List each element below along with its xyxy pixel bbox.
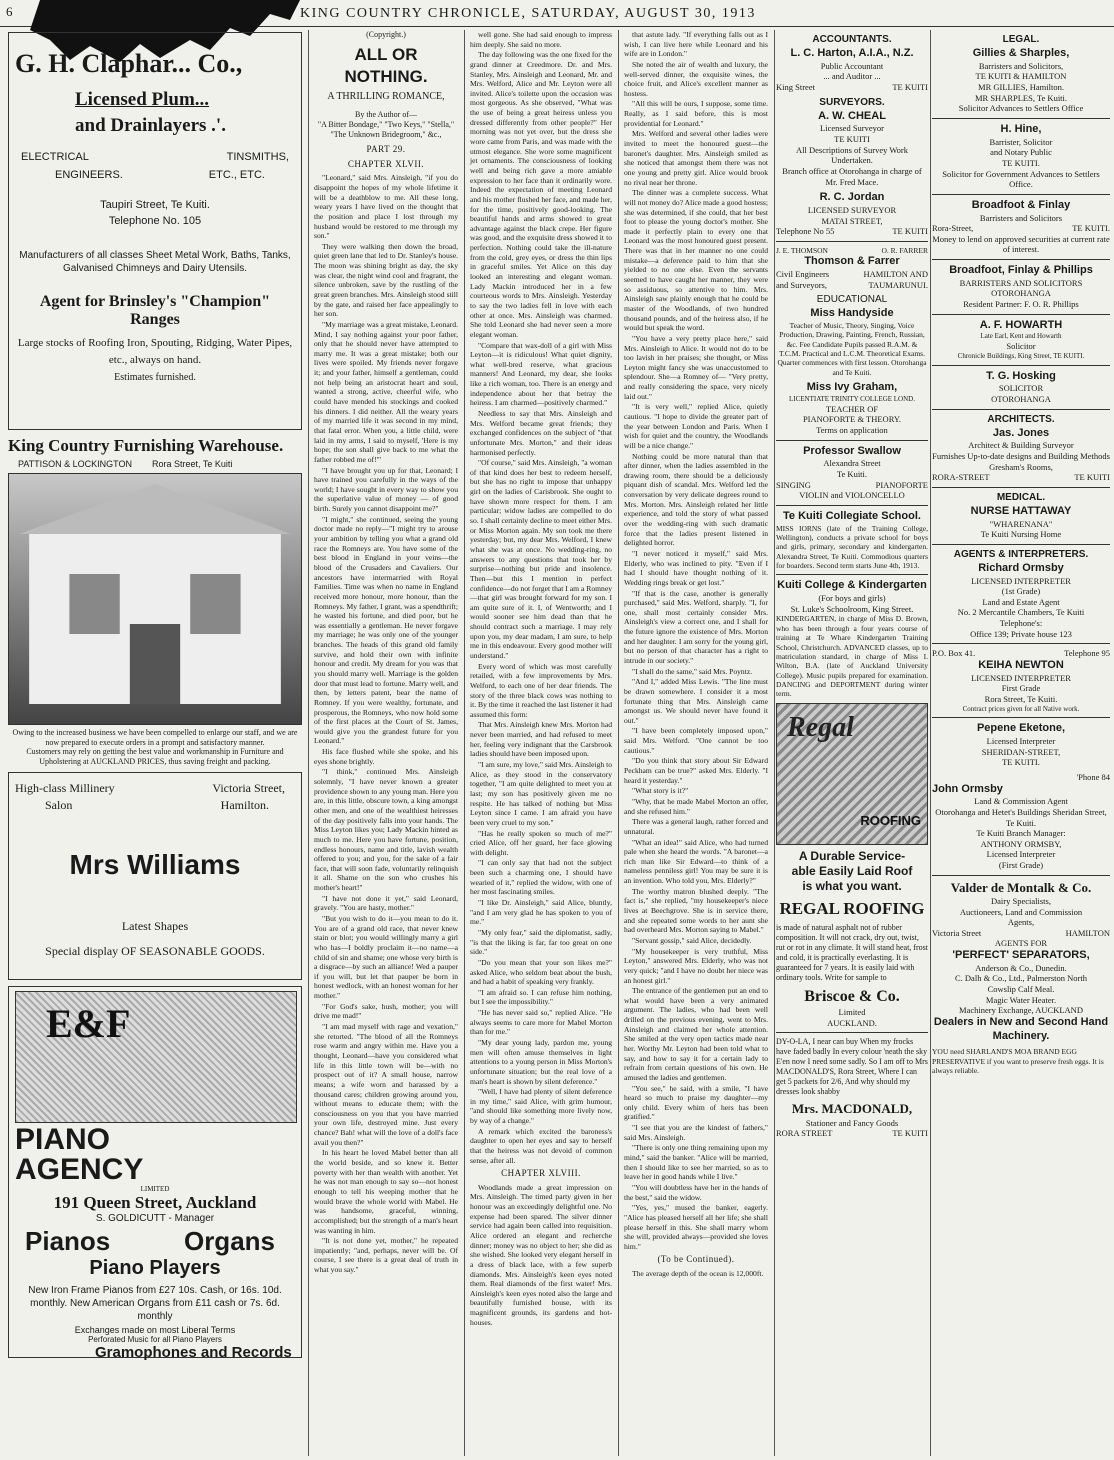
directory-column-1 [776,30,928,1456]
valder-town: HAMILTON [1065,927,1110,938]
story-paragraph: His face flushed while she spoke, and his eyes shone brightly. [314,747,458,766]
newspaper-title: KING COUNTRY CHRONICLE, SATURDAY, AUGUST 30, 1913 [300,6,756,21]
story-paragraph: "He has never said so," replied Alice. "He always seems to care more for Mabel Morton than for me." [470,1008,612,1037]
piano-agency2: AGENCY [15,1153,144,1187]
harton-line: ... and Auditor ... [823,71,881,82]
story-paragraph: "All this will be ours, I suppose, some time. Really, as I said before, this is most providential for Leonard." [624,99,768,128]
hosking-line: SOLICITOR [998,383,1044,394]
valder-line: Anderson & Co., Dunedin. [975,962,1067,973]
ormsby-line: (1st Grade) [1001,586,1041,597]
swallow-line: Alexandra Street [823,458,881,469]
story-title: ALL OR NOTHING. [344,45,428,86]
advert-column [4,30,306,1456]
kuiti-college-title: Kuiti College & Kindergarten [777,579,927,592]
valder-line: AGENTS FOR [994,938,1048,949]
column-rule [774,30,775,1456]
column-rule [464,30,465,1456]
newton-line: Rora Street, Te Kuiti. [984,693,1058,704]
cheal-line: Licensed Surveyor [820,123,884,134]
piano-illustration [15,991,297,1123]
bfp-name: Broadfoot, Finlay & Phillips [949,264,1093,276]
harton-line: Public Accountant [820,60,884,71]
story-paragraph: She noted the air of wealth and luxury, the well-served dinner, the exquisite wines, the choice fruit, and Alice's excellent manner as hostess. [624,59,768,98]
story-paragraph: Nothing could be more natural than that after dinner, when the ladies assembled in the drawing room, there should be a deliciously piquant dish of scandal. Mrs. Welford led the conversation by very delicate degrees round to Mrs. Morton. Mrs. Ainsleigh related her little experience, and told the story of what passed over the wedding-ring with such dramatic force that the ladies present listened in delighted horror. [624,451,768,548]
column-rule [930,30,931,1456]
story-paragraph: Mrs. Welford and several other ladies were invited to meet the honoured guest—the baronet's daughter. Mrs. Ainsleigh smiled as she noticed that amongst them there was not one young and pretty girl. Alice would brook no rival near her throne. [624,129,768,187]
story-paragraph: "I have brought you up for that, Leonard; I have trained you carefully in the ways of the world; I have sought in every way to show you the superlative value of money — of good birth. Surely you cannot disappoint me?" [314,465,458,514]
cheal-name: A. W. CHEAL [818,109,886,122]
story-paragraph: "My marriage was a great mistake, Leonard. Mind, I say nothing against your poor father, only that he should never have attempted to marry me. It was a great mistake; both our lives were spoiled. My friends never forgave it; and your father, himself a gentleman, could not help being an aristocrat heart and soul, wanted a strong, active, cheerful wife, who could have mended his stockings and cooked his dinners. I did neither. All the weary years of my married life it was second in my mind, that fatal error. When you, a little child, were laid in my arms, I said to myself, 'Here is my hope; the son shall give back to me what the father robbed me of!'" [314,319,458,464]
story-paragraph: "I never noticed it myself," said Mrs. Elderly, who was inclined to pity. "Even if I had I should have thought nothing of it. Wedding rings break or get lost." [624,548,768,587]
thomson-line: Civil Engineers [776,268,830,279]
millinery-right2: Hamilton. [220,798,269,813]
jones-line: Furnishes Up-to-date designs and Building Methods [932,450,1110,461]
piano-music: Perforated Music for all Piano Players [88,1335,222,1345]
ormsby-line: Telephone's: [999,618,1043,628]
hine-line: and Notary Public [990,147,1052,158]
directory-column-2 [932,30,1110,1456]
graham-line: TEACHER OF [825,403,879,414]
story-chapter-2: CHAPTER XLVIII. [501,1168,581,1179]
furnishing-owners: PATTISON & LOCKINGTON [18,459,133,469]
piano-advert [8,986,302,1362]
thomson-line: TAUMARUNUI. [868,279,928,290]
furnishing-notice: Owing to the increased business we have been compelled to enlarge our staff, and we are now prepared to execute orders in a prompt and satisfactory manner. [12,728,298,747]
piano-limited: LIMITED [140,1185,170,1194]
valder-line: Dairy Specialists, [991,895,1051,906]
story-paragraph: There was a general laugh, rather forced and unnatural. [624,817,768,836]
jordan-line: MATAI STREET, [821,215,883,226]
regal-text: is made of natural asphalt not of rubber composition. It will not crack, dry out, twist, rut or rot in any climate. It will stand heat, frost and cold, it is practically everlasting. It is guaranteed for 7 years. It is easily laid with ordinary tools. Write for sample to [776,923,928,982]
hine-line: TE KUITI. [1002,157,1040,168]
ormsby-line: LICENSED INTERPRETER [971,575,1071,586]
valder-name: Valder de Montalk & Co. [950,879,1092,895]
clapham-address: Taupiri Street, Te Kuiti. [100,199,210,211]
ormsby-line: Office 139; Private house 123 [970,628,1072,639]
bfp-line: Resident Partner: F. O. R. Phillips [963,299,1079,309]
regal-line: A Durable Service- [798,848,906,863]
swallow-line: Te Kuiti. [836,468,868,479]
jormsby-line: Otorohanga and Hetet's Buildings Sheridan Street, Te Kuiti. [935,806,1107,828]
story-paragraph: They were walking then down the broad, quiet green lane that led to Dr. Stanley's house. The moon was shining bright as day, the sky was clear, the night wind cool and fragrant, the silence unbroken, save by the rustling of the great green branches. Mrs. Ainsleigh stood still by the gate, and raised her face appealingly to her son. [314,241,458,319]
regal-big: REGAL ROOFING [779,898,925,918]
story-paragraph: "Do you think that story about Sir Edward Peckham can be true?" asked Mrs. Elderly. "I heard it yesterday." [624,756,768,785]
eketone-line: SHERIDAN-STREET, [981,746,1061,757]
agents-heading: AGENTS & INTERPRETERS. [953,548,1089,560]
story-paragraph: "Leonard," said Mrs. Ainsleigh, "if you do disappoint the hopes of my whole lifetime it will be a deathblow to me. All these long, weary years I have lived on the thought that the position and place I lost through my husband would be restored to me through my son." [314,173,458,241]
story-depth-note: The average depth of the ocean is 12,000ft. [632,1268,764,1278]
piano-agency1: PIANO [15,1123,111,1157]
macdonald-name: Mrs. MACDONALD, [791,1101,913,1117]
kuiti-college-line: (For boys and girls) [818,593,886,604]
briscoe-line: Limited [838,1007,866,1017]
briscoe-name: Briscoe & Co. [804,988,900,1005]
howarth-line: Late Earl, Kent and Howarth [980,332,1062,341]
story-paragraph: "You see," he said, with a smile, "I have heard so much to praise my daughter—my only child. Every whim of hers has been gratified." [624,1083,768,1122]
accountants-heading: ACCOUNTANTS. [812,34,892,45]
story-paragraph: "Has he really spoken so much of me?" cried Alice, off her guard, her face glowing with delight. [470,828,612,857]
jones-town: TE KUITI [1074,472,1110,483]
valder-line: Agents, [1007,917,1035,928]
millinery-display: Special display OF SEASONABLE GOODS. [45,944,265,959]
story-subtitle: A THRILLING ROMANCE, [327,91,445,103]
jordan-town: TE KUITI [892,226,928,237]
collegiate-title: Te Kuiti Collegiate School. [783,509,921,522]
thomson-line: HAMILTON AND [863,268,928,279]
regal-logo: Regal [787,711,854,743]
story-paragraph: In his heart he loved Mabel better than all the world beside, and so knew it. Better poverty with her than wealth with another. Yet he was not man enough to say so—not honest enough to tell his weeping mother that he would brave the whole world with Mabel. He was handsome, graceful, winning, accomplished; but the strength of a man's heart was wanting in him. [314,1148,458,1235]
kuiti-college-line: St. Luke's Schoolroom, King Street. [790,603,914,614]
piano-address: 191 Queen Street, Auckland [53,1193,257,1213]
cheal-line: TE KUITI [834,134,870,144]
valder-line: Dealers in New and Second Hand Machinery. [933,1015,1109,1042]
newton-phone: Telephone 95 [1064,648,1110,659]
story-paragraph: "I am mad myself with rage and vexation," she retorted. "The blood of all the Romneys rose warm and angry within me. Have you a thought, Leonard—have you considered what life in this little town will be—with no prospect out of it? A small house, narrow means; a wife worn and harassed by a thousand cares; children growing around you, without means to educate them; with the consciousness on you that you have married your own life, destroyed mine. Just every chance? Bah! what will the love of a doll's face avail you then?" [314,1022,458,1147]
hattaway-line: "WHARENANA" [989,518,1053,529]
jordan-line: LICENSED SURVEYOR [807,204,897,215]
story-paragraph: "But you wish to do it—you mean to do it. You are of a grand old race, that never knew stain or blot; you would willingly marry a girl who has—I boldly proclaim it—no name—a child of sin and shame; one whose very birth is a disgrace—by such an alliance! Wed a pauper if you will, but let that pauper be born in honest wedlock, with an honest woman for her mother." [314,914,458,1001]
millinery-left2: Salon [45,798,73,813]
story-paragraph: "Do you mean that your son likes me?" asked Alice, who seldom beat about the bush, and had a habit of speaking very frankly. [470,957,612,987]
story-paragraph: Every word of which was most carefully retailed, with a few improvements by Mrs. Welford, to each one of her dear friends. The story of the three black cows was nothing to it. By the time it reached the last listener it had assumed this form: [470,661,612,719]
medical-heading: MEDICAL. [996,491,1046,503]
column-rule [618,30,619,1456]
piano-gramophones: Gramophones and Records [95,1344,292,1362]
story-paragraph: "And I," added Miss Lewis. "The line must be drawn somewhere. I consider it a most fortunate thing that Mrs. Ainsleigh came amongst us. We should never have found it out." [624,677,768,725]
hosking-line: OTOROHANGA [991,393,1051,404]
regal-line: able Easily Laid Roof [791,863,913,878]
thomson-name: Thomson & Farrer [804,255,900,268]
newton-box: P.O. Box 41. [932,648,976,659]
jormsby-line: ANTHONY ORMSBY, [980,838,1062,849]
story-paragraph: "My housekeeper is very truthful, Miss Leyton," answered Mrs. Elderly, who was not very quick; "and I have no doubt her niece was an honest girl." [624,946,768,985]
story-paragraph: Needless to say that Mrs. Ainsleigh and Mrs. Welford became great friends; they exchanged confidences on the subject of "that unfortunate Mrs. Morton," and their ideas harmonised perfectly. [470,408,612,457]
newton-line: LICENSED INTERPRETER [971,672,1071,683]
story-paragraph: "My dear young lady, pardon me, young men will often amuse themselves in light attentions to a young person in Miss Morton's unfortunate situation; but the real love of a man's heart is shown by silent deference." [470,1037,612,1086]
piano-organs: Organs [183,1226,275,1257]
piano-pianos: Pianos [25,1226,111,1257]
jormsby-phone: 'Phone 84 [1076,771,1110,782]
valder-line: C. Dalh & Co., Ltd., Palmerston North [955,973,1087,984]
howarth-name: A. F. HOWARTH [979,318,1063,331]
broadfoot-name: Broadfoot & Finlay [971,198,1071,211]
gillies-name: Gillies & Sharples, [972,47,1070,59]
kuiti-college-text: KINDERGARTEN, in charge of Miss D. Brown, who has been through a four years course of training at Te Whare Kindergarten Training School, Christchurch. ADVANCED classes, up to matriculation standard, in charge of Miss I. Wilton, B.A. (late of Auckland University College). Music pupils prepared for examination. DANCING and DEPORTMENT during winter term. [776,614,928,699]
story-continued: (To be Continued). [657,1254,735,1265]
millinery-name: Mrs Williams [69,849,241,881]
graham-line: Terms on application [816,424,888,435]
harton-street: King Street [776,82,815,92]
piano-exchanges: Exchanges made on most Liberal Terms [74,1325,236,1336]
story-paragraph: "Servant gossip," said Alice, decidedly. [632,935,752,945]
story-paragraph: "I think," continued Mrs. Ainsleigh solemnly, "I have never known a greater providence shown to any young man. Here you are, in this little, obscure town, a king amongst other men, and one of the wealthiest heiresses of the day positively falls into your hands. The Miss Leyton likes you; Lady Mackin hinted as much to me. Here you have fortune, position, endless honours, name and title, lavish wealth offered to you; and you, for the sake of a fair face, that will soon fade, voluntarily relinquish it all. Shame on the son who crushes his mother's heart!" [314,767,458,893]
collegiate-text: MISS IORNS (late of the Training College, Wellington), conducts a private school for boys and girls, primary, secondary and kindergarten. Alexandra Street, Te Kuiti. Commodious quarters for boarders. Second term starts June 4th, 1913. [776,523,928,570]
furnishing-advert [8,436,302,766]
clapham-agent: Agent for Brinsley's "Champion" Ranges [39,293,271,328]
story-paragraph: "I see that you are the kindest of fathers," said Mrs. Ainsleigh. [624,1123,768,1142]
hine-line: Barrister, Solicitor [989,136,1053,147]
jones-line: Architect & Building Surveyor [968,440,1074,451]
swallow-name: Professor Swallow [803,444,901,457]
story-paragraph: "Yes, yes," mused the banker, eagerly. "Alice has pleased herself all her life; she shall please herself in this. She shall marry whom she will, provided always—provided she loves him." [624,1203,768,1251]
cheal-line: Branch office at Otorohanga in charge of Mr. Fred Mace. [782,165,922,187]
story-works: "A Bitter Bondage," "Two Keys," "Stella," "The Unknown Bridegroom," &c., [317,120,455,140]
hattaway-name: NURSE HATTAWAY [970,504,1072,517]
howarth-line: Solicitor [1006,341,1036,352]
eketone-line: TE KUITI. [1002,757,1040,768]
handyside-text: Teacher of Music, Theory, Singing, Voice Production, Drawing, Painting, French, Russian, &c. Fee Candidate Pupils passed R.A.M. & T.C.M. Practical and L.C.M. Theoretical Exams. Quarter commences with first lesson. Otorohanga and Te Kuiti. [777,320,927,377]
page-number: 6 [6,4,13,19]
story-paragraph: "Why, that he made Mabel Morton an offer, and she refused him." [624,796,768,816]
story-paragraph: "You have a very pretty place here," said Mrs. Ainsleigh to Alice. It would not do to be too lavish in her praises; she thought, or Miss Leyton might fancy she was unaccustomed to splendour. She—a Romney of— "Very pretty, and really considering the space, very nicely laid out." [624,333,768,401]
macdonald-line: Stationer and Fancy Goods [805,1117,899,1128]
cheal-line: All Descriptions of Survey Work Undertaken. [795,144,908,166]
newton-name: KEIHA NEWTON [978,658,1064,671]
story-paragraph: The dinner was a complete success. What will not money do? Alice made a good hostess; she was determined, if she could, that her best foot to please the young doctor's mother. She made it perfectly plain to every one that Leonard was the most honoured guest present. There was that in her manner no one could mistake—a deference paid to him that she yielded to no one else. Even the servants seemed to have caught her manner, they were so assiduous, so attentive to him. Mrs. Ainsleigh saw plainly enough that he could be master of the Woodlands, of two hundred thousand pounds, and of the heiress also, if he would but speak the word. [624,188,768,333]
macdonald-town: TE KUITI [892,1128,928,1139]
story-paragraph: That Mrs. Ainsleigh knew Mrs. Morton had never been married, and had refused to meet her, feeling very indignant that the Carsbrook ladies should have been imposed upon. [470,720,612,759]
clapham-left1: ELECTRICAL [21,151,89,163]
story-part: PART 29. [366,144,406,155]
broadfoot-line: Money to lend on approved securities at current rate of interest. [932,233,1110,255]
story-paragraph: "It is very well," replied Alice, quietly cautious. "I hope to divide the greater part of the year between London and Paris. When I wish for quiet and the country, the Woodlands will be a nice change." [624,402,768,450]
jordan-name: R. C. Jordan [819,191,885,204]
clapham-line1: Licensed Plum... [75,89,210,110]
newton-line: Contract prices given for all Native work. [962,704,1080,713]
story-copyright: (Copyright.) [366,30,406,39]
bfp-line: OTOROHANGA [991,288,1051,299]
story-paragraph: "For God's sake, hush, mother; you will drive me mad!" [314,1001,458,1021]
story-paragraph: "You will doubtless have her in the hands of the best," said the widow. [624,1182,768,1202]
story-paragraph: A remark which excited the baroness's daughter to open her eyes and say to herself that the heiress was not devoid of common sense, after all. [470,1126,612,1165]
millinery-left1: High-class Millinery [15,781,115,796]
architects-heading: ARCHITECTS. [987,413,1055,425]
valder-line: Auctioneers, Land and Commission [959,906,1083,917]
piano-players: Piano Players [89,1257,221,1280]
valder-line: Cowslip Calf Meal. [987,984,1055,994]
ormsby-line: Land and Estate Agent [982,596,1060,607]
millinery-shapes: Latest Shapes [121,919,189,934]
story-paragraph: Woodlands made a great impression on Mrs. Ainsleigh. The timed party given in her honour was an exceedingly delightful one. No expense had been spared. The silver dinner service had again been called into requisition. Alice ordered an elegant and recherche dinner; money was no object to her; she did as she wished. She looked very elegant herself in a dress of black lace, with a few superb diamonds. Mrs. Ainsleigh's keen eyes noted them. Real diamonds of the first water! Mrs. Ainsleigh's keen eyes noted also the large and beautifully furnished house, with its magnificent grounds, its gardens and hot-houses. [470,1182,612,1327]
regal-line: is what you want. [802,878,902,893]
dyola-text: DY-O-LA, I near can buy When my frocks have faded badly In every colour 'neath the sky E'en now I need some sadly. So I am off to Mrs MACDONALD'S, Rora Street, Where I can get 5 packets for 2/6, And why should my dresses look shabby [776,1037,928,1097]
story-column [310,30,462,1456]
story-paragraph: "I have been completely imposed upon," said Mrs. Welford. "One cannot be too cautious." [624,726,768,755]
story-paragraph: "I am sure, my love," said Mrs. Ainsleigh to Alice, as they stood in the conservatory together, "I am quite delighted to meet you at last; my son has positively given me no respite. He has talked of nothing but Miss Leyton since I came. I am afraid you have been very cruel to my son." [470,760,612,827]
story-paragraph: "I have not done it yet," said Leonard, gravely. "You are hasty, mother." [314,893,458,913]
briscoe-line: AUCKLAND. [827,1017,877,1028]
gillies-line: MR SHARPLES, Te Kuiti. [974,92,1068,103]
jones-name: Jas. Jones [992,426,1050,439]
piano-brand: E&F [46,1001,131,1047]
story-paragraph: "My only fear," said the diplomatist, sadly, "is that the liking is far, far too great on one side." [470,927,612,957]
clapham-estimates: Estimates furnished. [114,372,196,383]
story-paragraph: The entrance of the gentlemen put an end to what would have been a very animated argument. The ladies, who had been well drilled on the previous evening, went to Mrs. Ainsleigh and claimed her whole attention. She smiled at the very open tactics made near her. Worthy Mr. Leyton had been told what to say, and how to say it for a certain lady to refrain from certain questions of his own. He amused the ladies and gentlemen. [624,986,768,1082]
warehouse-photo [8,473,302,725]
clapham-stocks: Large stocks of Roofing Iron, Spouting, Ridging, Water Pipes, etc., always on hand. [17,337,293,366]
swallow-line: VIOLIN and VIOLONCELLO [799,490,905,501]
story-paragraph: The worthy matron blushed deeply. "The fact is," she replied, "my housekeeper's niece lives at Beechgrove. She is in service there, and she repeated some words to her aunt she had overheard Mrs. Morton saying to Mabel." [624,886,768,935]
valder-street: Victoria Street [932,927,982,938]
broadfoot-line: Barristers and Solicitors [979,212,1063,223]
column-rule [308,30,309,1456]
furnishing-notice2: Customers may rely on getting the best value and workmanship in Furniture and Upholstering at AUCKLAND PRICES, thus saving freight and packing. [26,747,284,766]
valder-line: 'PERFECT' SEPARATORS, [952,949,1090,961]
regal-roofing-illustration [776,703,928,845]
jormsby-line: Licensed Interpreter [986,849,1056,860]
story-paragraph: The day following was the one fixed for the grand dinner at Creedmore. Dr. and Mrs. Stanley, Mrs. Ainsleigh and Leonard, Mr. and Mrs. Welford, Alice and Mr. Leyton were all invited. Alice's toilette upon the occasion was most gorgeous. As she observed, "What was the use of being a great heiress unless you dressed differently from other people?" Her morning was not yet over, but the dress she wore came from Paris, and was made with the utmost elegance. She wore some magnificent jet ornaments. The consciousness of looking well and being rich gave a more amiable expression to her face than it ordinarily wore. Indeed the expectation of meeting Leonard and his mother flushed her face, and made her, for the time, positively good-looking. The beautiful hands and arms showed to great advantage against the black crepe. Her figure was good, and the exquisite dress showed it to perfection. Nothing could take the ill-nature from the cold, grey eyes, or dress the thin lips in graceful smiles. Yet Alice on this day looked an interesting and elegant woman. Lady Mackin introduced her in a few courteous words to Mrs. Ainsleigh. Yesterday to say the two ladies fell in love with each other at once. Mrs. Ainsleigh was charmed. She told Leonard she had never seen a more elegant woman. [470,50,612,339]
jormsby-line: Land & Commission Agent [974,796,1068,807]
eketone-line: Licensed Interpreter [986,736,1056,746]
story-byline: By the Author of— [355,110,417,119]
sharland-advert: YOU need SHARLAND'S MOA BRAND EGG PRESERVATIVE if you want to preserve fresh eggs. It is always reliable. [932,1047,1104,1076]
ormsby-line: No. 2 Mercantile Chambers, Te Kuiti [957,607,1085,618]
story-paragraph: "I like Dr. Ainsleigh," said Alice, bluntly, "and I am very glad he has spoken to you of me." [470,898,612,927]
story-paragraph: "Of course," said Mrs. Ainsleigh, "a woman of that kind does her best to redeem herself, but she has no right to impose that unhappy girl on the ladies of Carisbrook. She ought to have shown more respect for them. I am particular; widow ladies are compelled to do so. I shall certainly decline to meet either Mrs. or Miss Morton again. My son took me there yesterday; but, my dear Mrs. Welford, I knew what she was at once. No wedding-ring, no answers to any questions that took her by surprise—nothing but pride and insolence. Then—but this I mention in perfect confidence—do not forget that I am a Romney—that girl was brought forward for my son. I am quite sure of it. I, of Wentworth; and I would sooner see him dead than that he should contract such a marriage. I may rely upon you, my dear madam, I am sure, to help me in this endeavour. Every good mother will understand." [470,458,612,660]
story-paragraph: "I am afraid so. I can refuse him nothing, but I see the impossibility." [470,987,612,1007]
swallow-line: PIANOFORTE [875,479,928,490]
jones-street: RORA-STREET [932,472,990,483]
thomson-line: and Surveyors, [776,279,827,290]
gillies-line: Solicitor Advances to Settlers Office [958,103,1084,114]
graham-line: LICENTIATE TRINITY COLLEGE LOND. [789,394,915,403]
story-column-3 [620,30,772,1456]
story-chapter: CHAPTER XLVII. [347,158,425,169]
story-paragraph: "If that is the case, another is generally purchased," said Mrs. Welford, sharply. "I, for one, shall most certainly consider Mrs. Ainsleigh's view a correct one, and I shall for the future ignore the existence of Mrs. Morton and her daughter. I am sorry for the young girl, but no person of that character has a right to intrude in our society." [624,588,768,665]
thomson-partner: J. E. THOMSON [776,245,828,255]
swallow-line: SINGING [776,479,811,490]
hine-line: Solicitor for Government Advances to Settlers Office. [942,168,1100,190]
clapham-right1: TINSMITHS, [226,151,289,163]
hine-name: H. Hine, [1000,122,1042,135]
story-paragraph: "Compare that wax-doll of a girl with Miss Leyton—it is ridiculous! What quiet dignity, what well-bred reserve, what gracious manners! And Leonard, my dear, she looks like a rich woman, too. There is an energy and independence about her that betray the heiress. I am charmed—positively charmed." [470,340,612,408]
hattaway-line: Te Kuiti Nursing Home [980,529,1062,540]
broadfoot-town: TE KUITI. [1072,223,1110,234]
story-paragraph: "Well, I have had plenty of silent deference in my time," said Alice, with grim humour, "and should like something more lively now, by way of a change." [470,1087,612,1126]
story-paragraph: "What story is it?" [632,786,689,796]
jones-line: Gresham's Rooms, [989,461,1053,472]
valder-line: Machinery Exchange, AUCKLAND [959,1005,1083,1016]
millinery-advert [8,772,302,980]
educational-heading: EDUCATIONAL [816,294,888,306]
piano-terms: New Iron Frame Pianos from £27 10s. Cash, or 16s. 10d. monthly. New American Organs from £11 cash or 7s. 6d. monthly [28,1285,282,1323]
story-paragraph: "I shall do the same," said Mrs. Poyntz. [632,666,753,676]
bfp-line: BARRISTERS AND SOLICITORS [959,277,1083,288]
gillies-line: TE KUITI & HAMILTON [975,71,1067,82]
hosking-name: T. G. Hosking [986,369,1056,382]
story-paragraph: "I might," she continued, seeing the young doctor made no reply—"I might try to arouse your ambition by telling you what a grand old race the Romneys are. You have some of the best blood in England in your veins—the blood of the Crusaders and Cavaliers. Our ancestors have intermarried with Royal Families. Time was when no name in England received more honour, more honour, than the Romneys. My father, I grant, was a spendthrift; he wasted his fortune, and died poor, but he was essentially a gentleman. He never forgave my marriage; he was only one of the younger branches. The heads of this grand old family survive, and hold their own with infinite honour and credit. My dream for you was that you should marry well. Marriage is the golden door that must lead to fortune. Marry well, and then, by letters patent, bear the name of Romney. If you were wealthy, fortunate, and prosperous, the Romneys, who now hold some of the first places at the Court of St. James, would give you the grandest future for you Leonard." [314,514,458,746]
valder-line: Magic Water Heater. [985,994,1057,1005]
jordan-phone: Telephone No 55 [776,226,835,237]
gillies-line: MR GILLIES, Hamilton. [978,82,1064,92]
harton-town: TE KUITI [892,82,928,92]
story-paragraph: that astute lady. "If everything falls out as I wish, I can live here while Leonard and his wife are in London." [624,30,768,59]
graham-line: PIANOFORTE & THEORY. [802,414,902,425]
clapham-left2: ENGINEERS. [55,169,123,181]
surveyors-heading: SURVEYORS. [819,96,885,108]
clapham-phone: Telephone No. 105 [108,215,202,227]
graham-name: Miss Ivy Graham, [806,381,898,394]
clapham-manufacturers: Manufacturers of all classes Sheet Metal Work, Baths, Tanks, Galvanised Chimneys and Dairy Utensils. [19,250,291,274]
jormsby-line: Te Kuiti Branch Manager: [976,828,1066,839]
clapham-advert [8,32,302,430]
gillies-line: Barristers and Solicitors, [978,60,1064,71]
newton-line: First Grade [1001,683,1041,694]
story-paragraph: "What an idea!" said Alice, who had turned pale when she heard the words. "A baronet—a rich man like Sir Edward—to think of a nameless penniless girl! You may be sure it is an invention. Who told you, Mrs. Elderly?" [624,837,768,886]
clapham-right2: ETC., ETC. [208,169,265,181]
furnishing-address: Rora Street, Te Kuiti [152,459,233,469]
regal-roofing-word: ROOFING [860,812,921,828]
story-paragraph: "It is not done yet, mother," he repeated impatiently; "and, perhaps, never will be. Of course, I see there is a great deal of truth in what you say." [314,1236,458,1275]
macdonald-street: RORA STREET [776,1128,833,1139]
clapham-name: G. H. Claphar... Co., [15,49,243,78]
eketone-name: Pepene Eketone, [976,722,1066,735]
harton-name: L. C. Harton, A.I.A., N.Z. [790,47,914,59]
story-paragraph: "I can only say that had not the subject been such a charming one, I should have wearied of it," replied the widow, with one of her most fascinating smiles. [470,858,612,897]
handyside-name: Miss Handyside [810,307,894,320]
farrer-partner: O. R. FARRER [881,245,928,255]
millinery-right1: Victoria Street, [212,781,285,796]
story-paragraph: well gone. She had said enough to impress him deeply. She said no more. [470,30,612,49]
legal-heading: LEGAL. [1002,34,1040,45]
howarth-line: Chronicle Buildings, King Street, TE KUITI. [957,351,1085,360]
story-paragraph: "There is only one thing remaining upon my mind," said the banker. "Alice will be married, then I should like to see her married, so as to leave her in good hands while I live." [624,1143,768,1182]
story-column-2 [466,30,616,1456]
ormsby-name: Richard Ormsby [978,561,1064,574]
piano-manager: S. GOLDICUTT - Manager [95,1213,215,1225]
broadfoot-street: Rora-Street, [932,223,974,234]
furnishing-title: King Country Furnishing Warehouse. [8,436,284,455]
jormsby-name: John Ormsby [932,782,1003,795]
clapham-line2: and Drainlayers .'. [75,115,226,136]
jormsby-line: (First Grade) [998,860,1044,870]
